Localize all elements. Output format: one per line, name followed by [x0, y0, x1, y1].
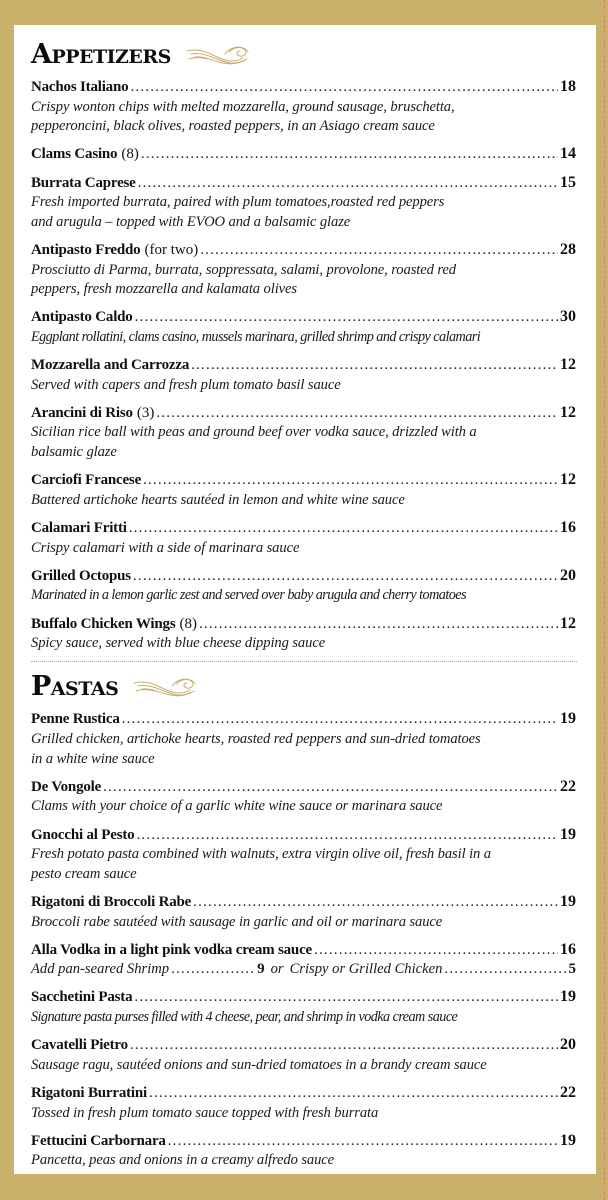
item-description: Sicilian rice ball with peas and ground beef over vodka sauce, drizzled with a [31, 424, 477, 441]
dot-leader [130, 1036, 558, 1056]
item-name: Rigatoni Burratini [31, 1085, 147, 1102]
item-price: 19 [560, 892, 576, 910]
addon-or: or [270, 961, 284, 978]
section-header [31, 38, 576, 72]
item-price: 28 [560, 240, 576, 258]
dot-leader [129, 519, 558, 539]
item-description: Served with capers and fresh plum tomato basil sauce [31, 376, 341, 393]
item-description: Spicy sauce, served with blue cheese dipping sauce [31, 635, 326, 652]
item-name: Mozzarella and Carrozza [31, 357, 190, 374]
menu-item [31, 144, 576, 165]
dot-leader [136, 826, 558, 846]
dot-leader [135, 308, 558, 328]
flourish-icon [132, 674, 198, 700]
dot-leader [168, 1132, 558, 1152]
pastas-list [31, 709, 576, 1171]
item-description: in a white wine sauce [31, 750, 155, 767]
section-header [31, 670, 576, 704]
menu-item [31, 518, 576, 558]
section-pastas [31, 670, 576, 1171]
menu-item [31, 1131, 576, 1171]
page-edge-guide [604, 0, 605, 1200]
item-description: Fresh potato pasta combined with walnuts, extra virgin olive oil, fresh basil in a [31, 846, 491, 863]
item-description: pepperoncini, black olives, roasted peppers, in an Asiago cream sauce [31, 118, 435, 135]
item-note: (for two) [144, 241, 199, 258]
item-price: 12 [560, 356, 576, 374]
item-name: Calamari Fritti [31, 520, 127, 537]
item-description: and arugula – topped with EVOO and a balsamic glaze [31, 213, 351, 230]
dot-leader [133, 567, 558, 587]
item-name: Nachos Italiano [31, 79, 129, 95]
menu-item [31, 470, 576, 510]
menu-item [31, 403, 576, 463]
item-description: Marinated in a lemon garlic zest and served over baby arugula and cherry tomatoes [31, 587, 466, 604]
menu-item [31, 1035, 576, 1075]
item-name: Grilled Octopus [31, 567, 131, 584]
item-price: 22 [560, 1084, 576, 1102]
menu-item [31, 777, 576, 817]
menu-item [31, 892, 576, 932]
menu-item [31, 77, 576, 137]
item-price: 16 [560, 940, 576, 958]
addon-shrimp-label: Add pan-seared Shrimp [31, 961, 170, 978]
item-price: 12 [560, 614, 576, 632]
section-divider [31, 661, 577, 662]
dot-leader [130, 78, 558, 98]
item-description: balsamic glaze [31, 444, 117, 461]
dot-leader [141, 145, 558, 165]
dot-leader [122, 710, 558, 730]
dot-leader [171, 960, 255, 980]
item-price: 22 [560, 777, 576, 795]
item-description: Tossed in fresh plum tomato sauce topped with fresh burrata [31, 1104, 379, 1121]
section-title: Appetizers [31, 39, 171, 70]
menu-item [31, 825, 576, 885]
dot-leader [200, 241, 558, 261]
item-name: Penne Rustica [31, 711, 120, 728]
dot-leader [134, 988, 558, 1008]
item-note: (8) [121, 146, 139, 163]
item-name: De Vongole [31, 778, 102, 795]
flourish-icon [185, 42, 251, 68]
item-description: pesto cream sauce [31, 865, 137, 882]
menu-item [31, 173, 576, 233]
addon-shrimp-price: 9 [257, 961, 265, 978]
item-name: Arancini di Riso [31, 404, 133, 421]
dot-leader [156, 404, 558, 424]
section-appetizers [31, 38, 576, 654]
item-price: 12 [560, 403, 576, 421]
dot-leader [199, 615, 558, 635]
item-price: 16 [560, 519, 576, 537]
menu-content [31, 38, 576, 1179]
item-name: Carciofi Francese [31, 472, 142, 489]
dot-leader [138, 174, 558, 194]
item-name: Gnocchi al Pesto [31, 826, 135, 843]
item-name: Buffalo Chicken Wings [31, 615, 176, 632]
dot-leader [191, 356, 558, 376]
item-description: Battered artichoke hearts sautéed in lemon and white wine sauce [31, 491, 405, 508]
dot-leader [193, 893, 558, 913]
menu-item [31, 307, 576, 347]
item-name: Alla Vodka in a light pink vodka cream sauce [31, 941, 312, 958]
menu-item [31, 566, 576, 606]
item-description: Signature pasta purses filled with 4 cheese, pear, and shrimp in vodka cream sauce [31, 1009, 458, 1026]
item-description: Prosciutto di Parma, burrata, soppressata, salami, provolone, roasted red [31, 261, 456, 278]
addon-chicken-label: Crispy or Grilled Chicken [289, 961, 443, 978]
item-description: Sausage ragu, sautéed onions and sun-dried tomatoes in a brandy cream sauce [31, 1056, 487, 1073]
appetizers-list [31, 77, 576, 654]
item-name: Antipasto Caldo [31, 309, 133, 326]
item-price: 19 [560, 710, 576, 728]
menu-item [31, 987, 576, 1027]
dot-leader [103, 778, 558, 798]
item-description: Crispy wonton chips with melted mozzarella, ground sausage, bruschetta, [31, 98, 455, 115]
item-note: (3) [136, 404, 155, 421]
dot-leader [314, 941, 558, 961]
menu-panel [14, 25, 596, 1174]
dot-leader [149, 1084, 558, 1104]
item-price: 18 [560, 78, 576, 95]
item-description: Clams with your choice of a garlic white wine sauce or marinara sauce [31, 798, 443, 815]
menu-item [31, 240, 576, 300]
item-name: Cavatelli Pietro [31, 1037, 128, 1054]
item-price: 12 [560, 471, 576, 489]
item-price: 19 [560, 988, 576, 1006]
item-name: Sacchetini Pasta [31, 989, 133, 1006]
item-price: 30 [560, 308, 576, 326]
item-description: Eggplant rollatini, clams casino, mussels marinara, grilled shrimp and crispy calamari [31, 328, 481, 345]
item-description: Broccoli rabe sautéed with sausage in garlic and oil or marinara sauce [31, 913, 443, 930]
addon-chicken-price: 5 [568, 961, 576, 978]
item-description: Pancetta, peas and onions in a creamy alfredo sauce [31, 1152, 335, 1169]
menu-item [31, 614, 576, 654]
menu-item [31, 940, 576, 980]
item-price: 15 [560, 173, 576, 191]
item-description: Crispy calamari with a side of marinara sauce [31, 539, 300, 556]
section-title: Pastas [31, 671, 119, 703]
item-price: 19 [560, 825, 576, 843]
item-price: 19 [560, 1131, 576, 1149]
item-description: peppers, fresh mozzarella and kalamata olives [31, 281, 297, 298]
item-name: Rigatoni di Broccoli Rabe [31, 893, 192, 910]
item-description: Fresh imported burrata, paired with plum tomatoes,roasted red peppers [31, 194, 445, 211]
item-name: Antipasto Freddo [31, 241, 141, 258]
menu-item [31, 709, 576, 769]
item-price: 20 [560, 1036, 576, 1054]
item-price: 14 [560, 145, 576, 163]
dot-leader [444, 960, 566, 980]
item-note: (8) [179, 615, 197, 632]
item-name: Fettucini Carbornara [31, 1132, 166, 1149]
item-description: Grilled chicken, artichoke hearts, roasted red peppers and sun-dried tomatoes [31, 730, 481, 747]
item-price: 20 [560, 566, 576, 584]
menu-item [31, 1083, 576, 1123]
menu-item [31, 355, 576, 395]
dot-leader [143, 471, 558, 491]
item-name: Clams Casino [31, 146, 118, 163]
item-name: Burrata Caprese [31, 174, 136, 191]
item-addons [31, 960, 576, 980]
